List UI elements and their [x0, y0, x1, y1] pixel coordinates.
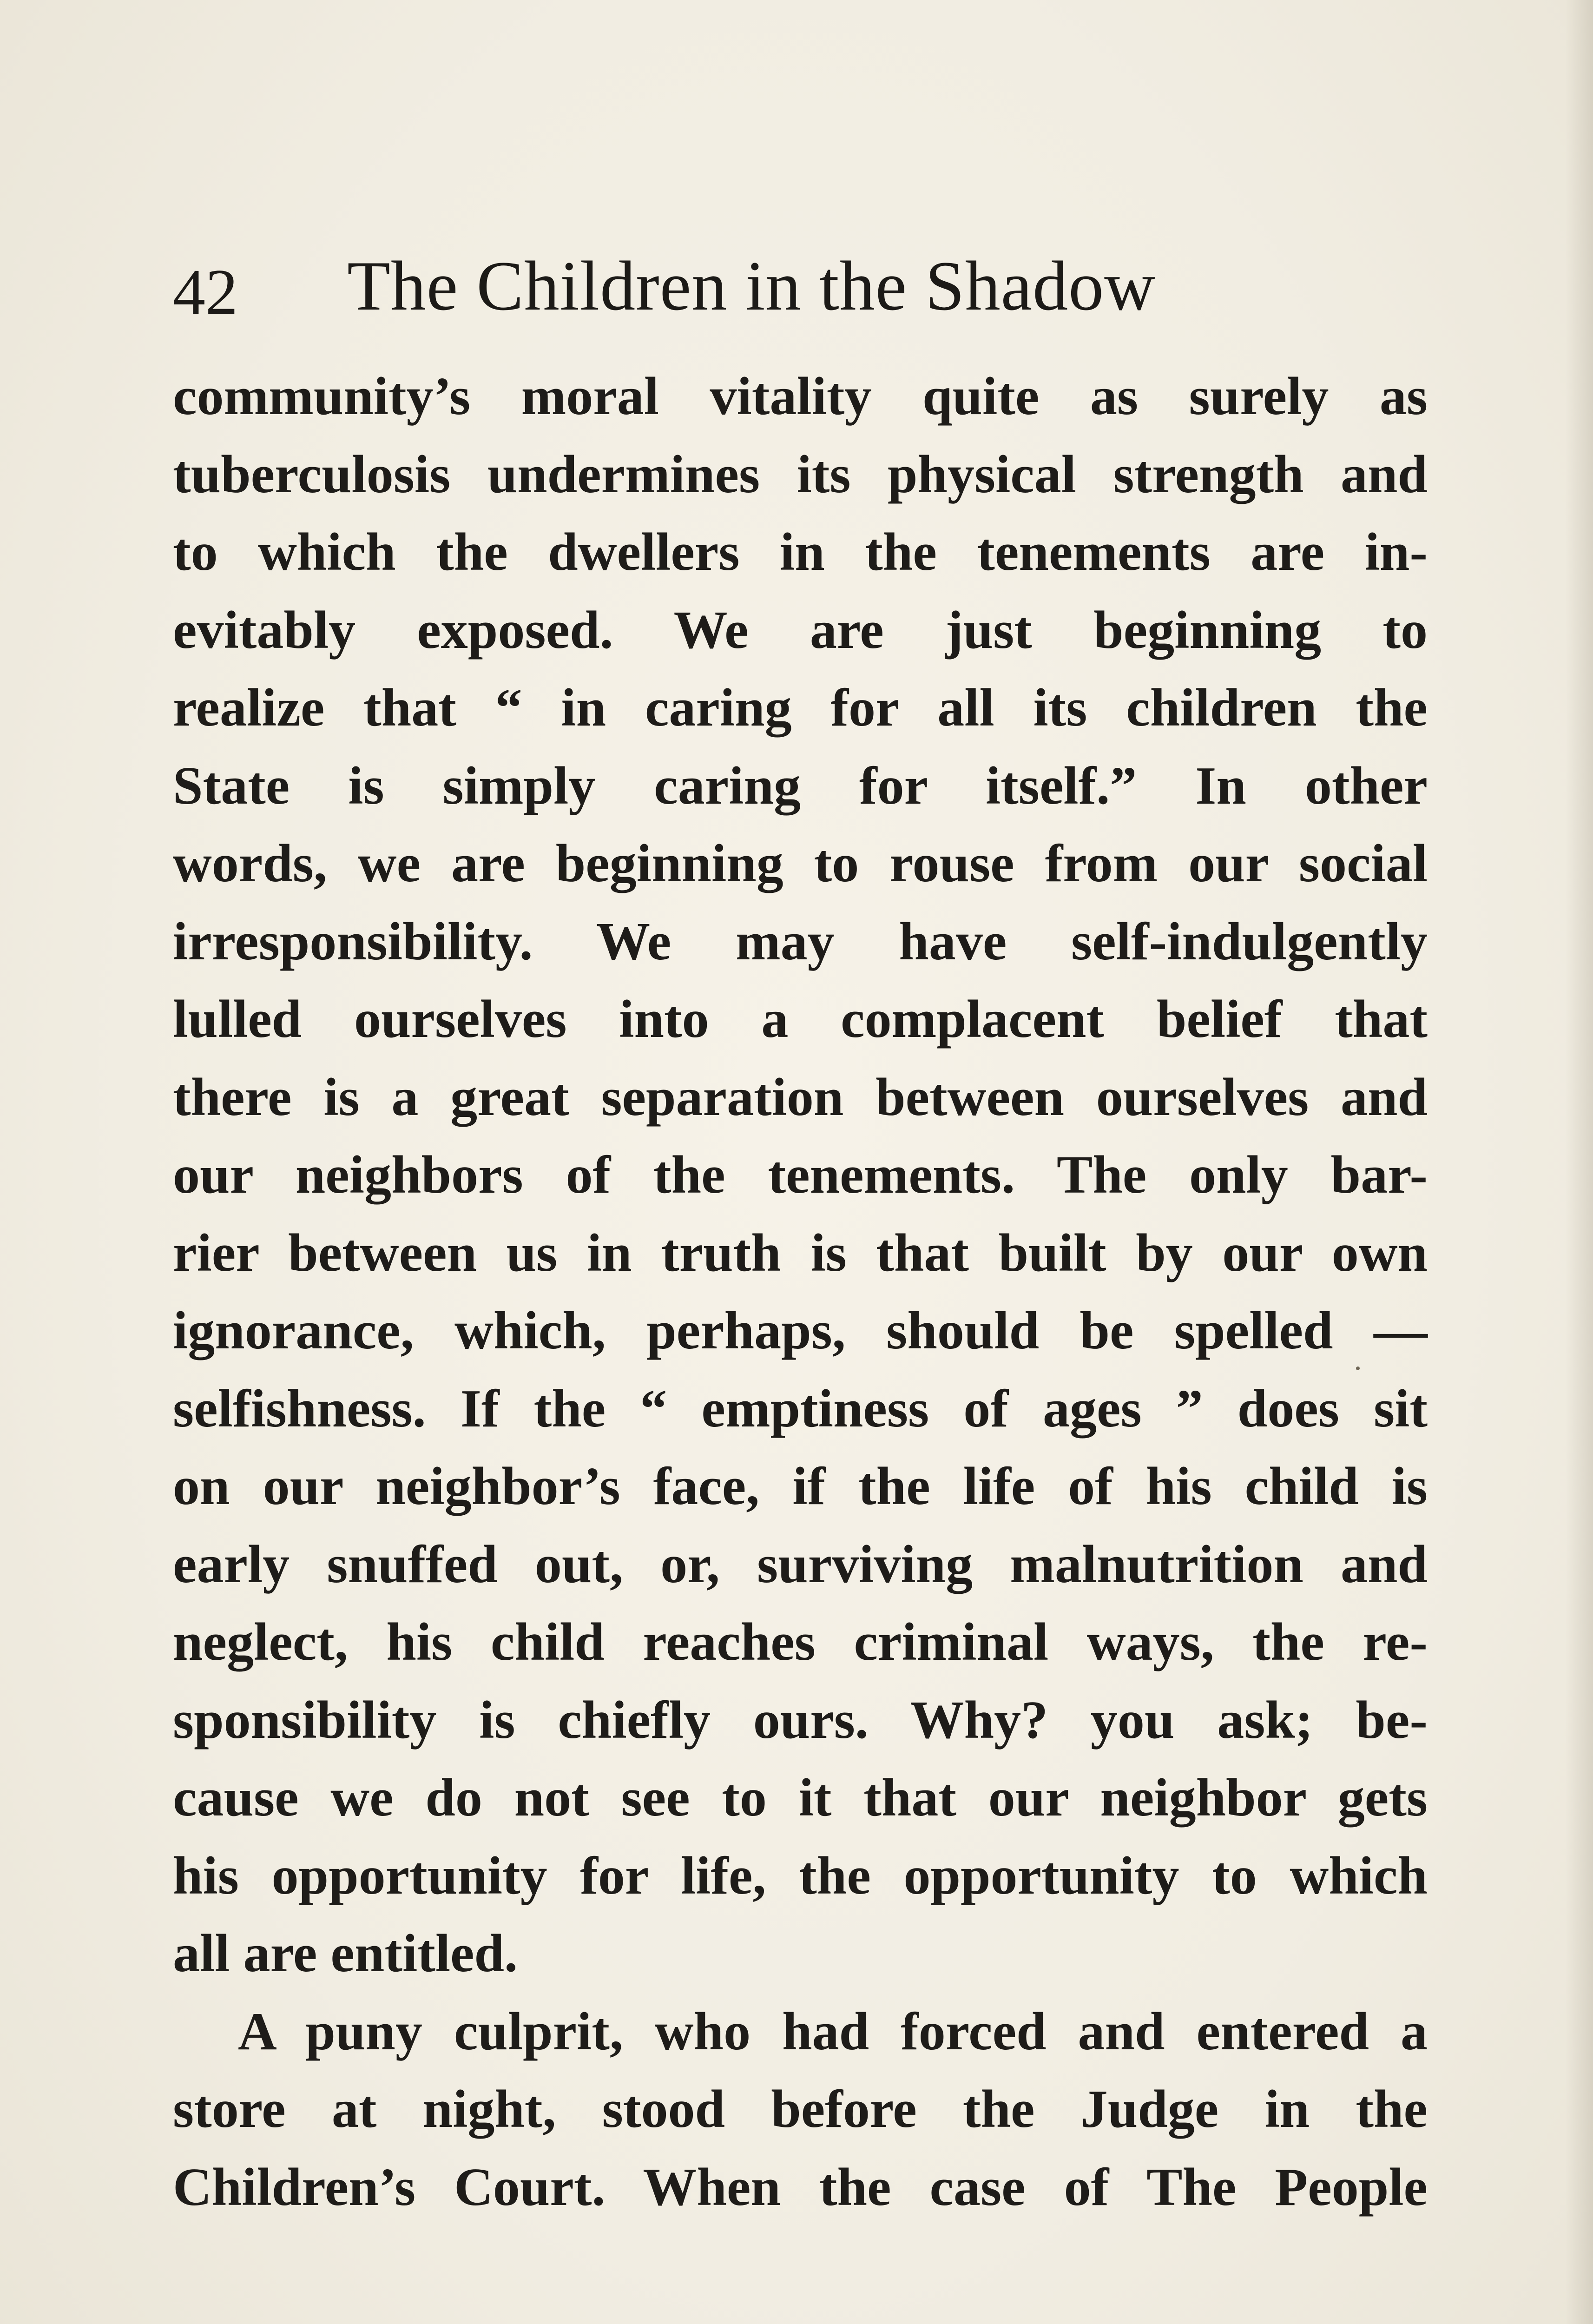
- text-line: his opportunity for life, the opportunity to which: [173, 1846, 1428, 1906]
- text-line: tuberculosis undermines its physical strength and: [173, 444, 1428, 504]
- text-line: sponsibility is chiefly ours. Why? you ask; be-: [173, 1690, 1428, 1750]
- text-line: ignorance, which, perhaps, should be spelled —: [173, 1301, 1428, 1360]
- text-line: early snuffed out, or, surviving malnutrition and: [173, 1534, 1428, 1594]
- text-line: to which the dwellers in the tenements are in-: [173, 522, 1428, 582]
- text-line: A puny culprit, who had forced and entered a: [238, 2001, 1428, 2061]
- page-edge-shadow: [1565, 0, 1593, 2324]
- text-line: store at night, stood before the Judge in the: [173, 2080, 1428, 2139]
- text-line: there is a great separation between ourselves and: [173, 1067, 1428, 1127]
- text-line: evitably exposed. We are just beginning to: [173, 600, 1428, 660]
- text-line: on our neighbor’s face, if the life of his child is: [173, 1457, 1428, 1516]
- page-number: 42: [173, 256, 238, 328]
- text-line: State is simply caring for itself.” In other: [173, 756, 1428, 816]
- running-title: The Children in the Shadow: [347, 247, 1156, 325]
- text-line: all are entitled.: [173, 1924, 518, 1983]
- text-line: selfishness. If the “ emptiness of ages ” does sit: [173, 1379, 1428, 1439]
- text-line: realize that “ in caring for all its children the: [173, 678, 1428, 738]
- text-line: irresponsibility. We may have self-indulgently: [173, 911, 1428, 971]
- paper-speck: [1356, 1367, 1360, 1370]
- text-line: neglect, his child reaches criminal ways, the re-: [173, 1612, 1428, 1672]
- text-line: words, we are beginning to rouse from our social: [173, 834, 1428, 893]
- text-line: cause we do not see to it that our neighbor gets: [173, 1768, 1428, 1828]
- text-line: rier between us in truth is that built by our own: [173, 1223, 1428, 1283]
- text-line: Children’s Court. When the case of The People: [173, 2157, 1428, 2217]
- body-text: [173, 358, 1428, 2226]
- text-line: our neighbors of the tenements. The only bar-: [173, 1145, 1428, 1205]
- text-line: lulled ourselves into a complacent belief that: [173, 990, 1428, 1049]
- text-line: community’s moral vitality quite as surely as: [173, 367, 1428, 426]
- page-header: [173, 242, 1437, 335]
